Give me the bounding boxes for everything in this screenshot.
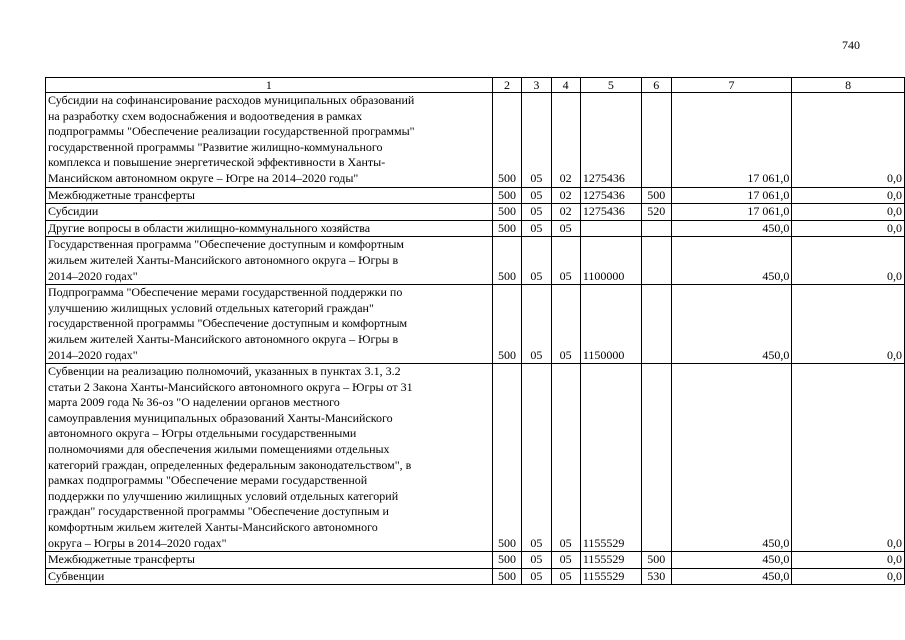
target-article-cell: 1100000 — [580, 237, 641, 285]
section-code-cell: 05 — [522, 552, 551, 569]
row-name-line: Субсидии на софинансирование расходов муниципальных образований — [48, 93, 415, 107]
expense-type-cell: 500 — [641, 552, 671, 569]
header-cell: 5 — [580, 78, 641, 93]
row-name-cell — [46, 93, 493, 188]
section-code-cell: 05 — [522, 93, 551, 188]
table-row — [46, 237, 905, 285]
admin-code-cell: 500 — [492, 552, 522, 569]
table-row — [46, 220, 905, 237]
row-name-line: самоуправления муниципальных образований Ханты-Мансийского — [48, 410, 393, 425]
subsection-code-cell: 05 — [551, 568, 580, 585]
admin-code-cell: 500 — [492, 220, 522, 237]
section-code-cell: 05 — [522, 568, 551, 585]
header-cell: 4 — [551, 78, 580, 93]
amount-secondary-cell: 0,0 — [792, 204, 905, 221]
table-row — [46, 204, 905, 221]
header-cell: 6 — [641, 78, 671, 93]
row-name-line: граждан" государственной программы "Обеспечение доступным и — [48, 504, 389, 519]
row-name-line: Государственная программа "Обеспечение доступным и комфортным — [48, 237, 405, 252]
section-code-cell: 05 — [522, 204, 551, 221]
amount-secondary-cell: 0,0 — [792, 93, 905, 188]
header-cell: 3 — [522, 78, 551, 93]
amount-secondary-cell: 0,0 — [792, 552, 905, 569]
row-name-line: рамках подпрограммы "Обеспечение мерами государственной — [48, 473, 368, 488]
row-name-cell — [46, 237, 493, 285]
section-code-cell: 05 — [522, 285, 551, 364]
target-article-cell: 1275436 — [580, 187, 641, 204]
row-name-line: Межбюджетные трансферты — [48, 187, 195, 202]
row-name-line: Субвенции — [48, 568, 105, 583]
amount-cell: 17 061,0 — [671, 204, 792, 221]
header-row — [46, 78, 905, 93]
expense-type-cell: 520 — [641, 204, 671, 221]
expense-type-cell — [641, 364, 671, 552]
row-name-line: автономного округа – Югры отдельными государственными — [48, 426, 357, 441]
row-name-cell — [46, 552, 493, 569]
row-name-line: 2014–2020 годах" — [48, 347, 138, 362]
row-name-line: марта 2009 года № 36-оз "О наделении органов местного — [48, 395, 340, 410]
subsection-code-cell: 05 — [551, 220, 580, 237]
row-name-line: комплекса и повышение энергетической эффективности в Ханты- — [48, 155, 386, 170]
row-name-line: Межбюджетные трансферты — [48, 552, 195, 567]
amount-cell: 450,0 — [671, 552, 792, 569]
target-article-cell: 1155529 — [580, 568, 641, 585]
page-number: 740 — [842, 38, 860, 52]
table-body — [46, 93, 905, 585]
subsection-code-cell: 02 — [551, 204, 580, 221]
row-name-cell — [46, 364, 493, 552]
row-name-line: Субвенции на реализацию полномочий, указанных в пунктах 3.1, 3.2 — [48, 364, 401, 379]
row-name-cell — [46, 204, 493, 221]
header-cell: 2 — [492, 78, 522, 93]
target-article-cell: 1275436 — [580, 93, 641, 188]
row-name-line: комфортным жильем жителей Ханты-Мансийского автономного — [48, 520, 378, 535]
amount-secondary-cell: 0,0 — [792, 237, 905, 285]
row-name-line: улучшению жилищных условий отдельных категорий граждан" — [48, 300, 374, 315]
row-name-line: на разработку схем водоснабжения и водоотведения в рамках — [48, 108, 363, 123]
row-name-cell — [46, 285, 493, 364]
row-name-cell — [46, 568, 493, 585]
section-code-cell: 05 — [522, 187, 551, 204]
amount-secondary-cell: 0,0 — [792, 187, 905, 204]
expense-type-cell: 500 — [641, 187, 671, 204]
target-article-cell — [580, 220, 641, 237]
row-name-line: жильем жителей Ханты-Мансийского автономного округа – Югры в — [48, 252, 399, 267]
expense-type-cell — [641, 285, 671, 364]
row-name-cell — [46, 187, 493, 204]
row-name-line: полномочиями для обеспечения жилыми помещениями отдельных — [48, 442, 390, 457]
table-row — [46, 364, 905, 552]
target-article-cell: 1155529 — [580, 364, 641, 552]
table-row — [46, 93, 905, 188]
expense-type-cell — [641, 93, 671, 188]
row-name-line: Подпрограмма "Обеспечение мерами государственной поддержки по — [48, 285, 403, 300]
row-name-line: государственной программы "Обеспечение доступным и комфортным — [48, 316, 408, 331]
amount-cell: 450,0 — [671, 237, 792, 285]
subsection-code-cell: 05 — [551, 364, 580, 552]
row-name-line: Мансийском автономном округе – Югре на 2014–2020 годы" — [48, 170, 359, 185]
row-name-line: Другие вопросы в области жилищно-коммунального хозяйства — [48, 220, 371, 235]
expense-type-cell — [641, 237, 671, 285]
table-row — [46, 285, 905, 364]
row-name-cell — [46, 220, 493, 237]
budget-table — [45, 77, 905, 585]
expense-type-cell: 530 — [641, 568, 671, 585]
admin-code-cell: 500 — [492, 187, 522, 204]
admin-code-cell: 500 — [492, 364, 522, 552]
subsection-code-cell: 02 — [551, 187, 580, 204]
row-name-line: поддержки по улучшению жилищных условий отдельных категорий — [48, 488, 399, 503]
amount-cell: 450,0 — [671, 285, 792, 364]
row-name-line: жильем жителей Ханты-Мансийского автономного округа – Югры в — [48, 331, 399, 346]
row-name-line: государственной программы "Развитие жилищно-коммунального — [48, 139, 383, 154]
row-name-line: подпрограммы "Обеспечение реализации государственной программы" — [48, 124, 415, 139]
amount-cell: 450,0 — [671, 364, 792, 552]
admin-code-cell: 500 — [492, 568, 522, 585]
header-cell: 7 — [671, 78, 792, 93]
row-name-line: Субсидии — [48, 204, 99, 219]
row-name-line: категорий граждан, определенных федеральным законодательством", в — [48, 457, 412, 472]
header-cell: 8 — [792, 78, 905, 93]
admin-code-cell: 500 — [492, 285, 522, 364]
amount-cell: 450,0 — [671, 568, 792, 585]
admin-code-cell: 500 — [492, 93, 522, 188]
section-code-cell: 05 — [522, 364, 551, 552]
row-name-line: 2014–2020 годах" — [48, 268, 138, 283]
table-row — [46, 568, 905, 585]
subsection-code-cell: 02 — [551, 93, 580, 188]
admin-code-cell: 500 — [492, 204, 522, 221]
table-row — [46, 552, 905, 569]
section-code-cell: 05 — [522, 220, 551, 237]
admin-code-cell: 500 — [492, 237, 522, 285]
row-name-line: округа – Югры в 2014–2020 годах" — [48, 535, 227, 550]
target-article-cell: 1275436 — [580, 204, 641, 221]
row-name-line: статьи 2 Закона Ханты-Мансийского автономного округа – Югры от 31 — [48, 379, 413, 394]
amount-cell: 17 061,0 — [671, 93, 792, 188]
table-row — [46, 187, 905, 204]
amount-secondary-cell: 0,0 — [792, 220, 905, 237]
amount-secondary-cell: 0,0 — [792, 568, 905, 585]
amount-secondary-cell: 0,0 — [792, 364, 905, 552]
target-article-cell: 1155529 — [580, 552, 641, 569]
expense-type-cell — [641, 220, 671, 237]
amount-secondary-cell: 0,0 — [792, 285, 905, 364]
header-cell: 1 — [46, 78, 493, 93]
target-article-cell: 1150000 — [580, 285, 641, 364]
amount-cell: 17 061,0 — [671, 187, 792, 204]
subsection-code-cell: 05 — [551, 285, 580, 364]
subsection-code-cell: 05 — [551, 552, 580, 569]
subsection-code-cell: 05 — [551, 237, 580, 285]
amount-cell: 450,0 — [671, 220, 792, 237]
section-code-cell: 05 — [522, 237, 551, 285]
